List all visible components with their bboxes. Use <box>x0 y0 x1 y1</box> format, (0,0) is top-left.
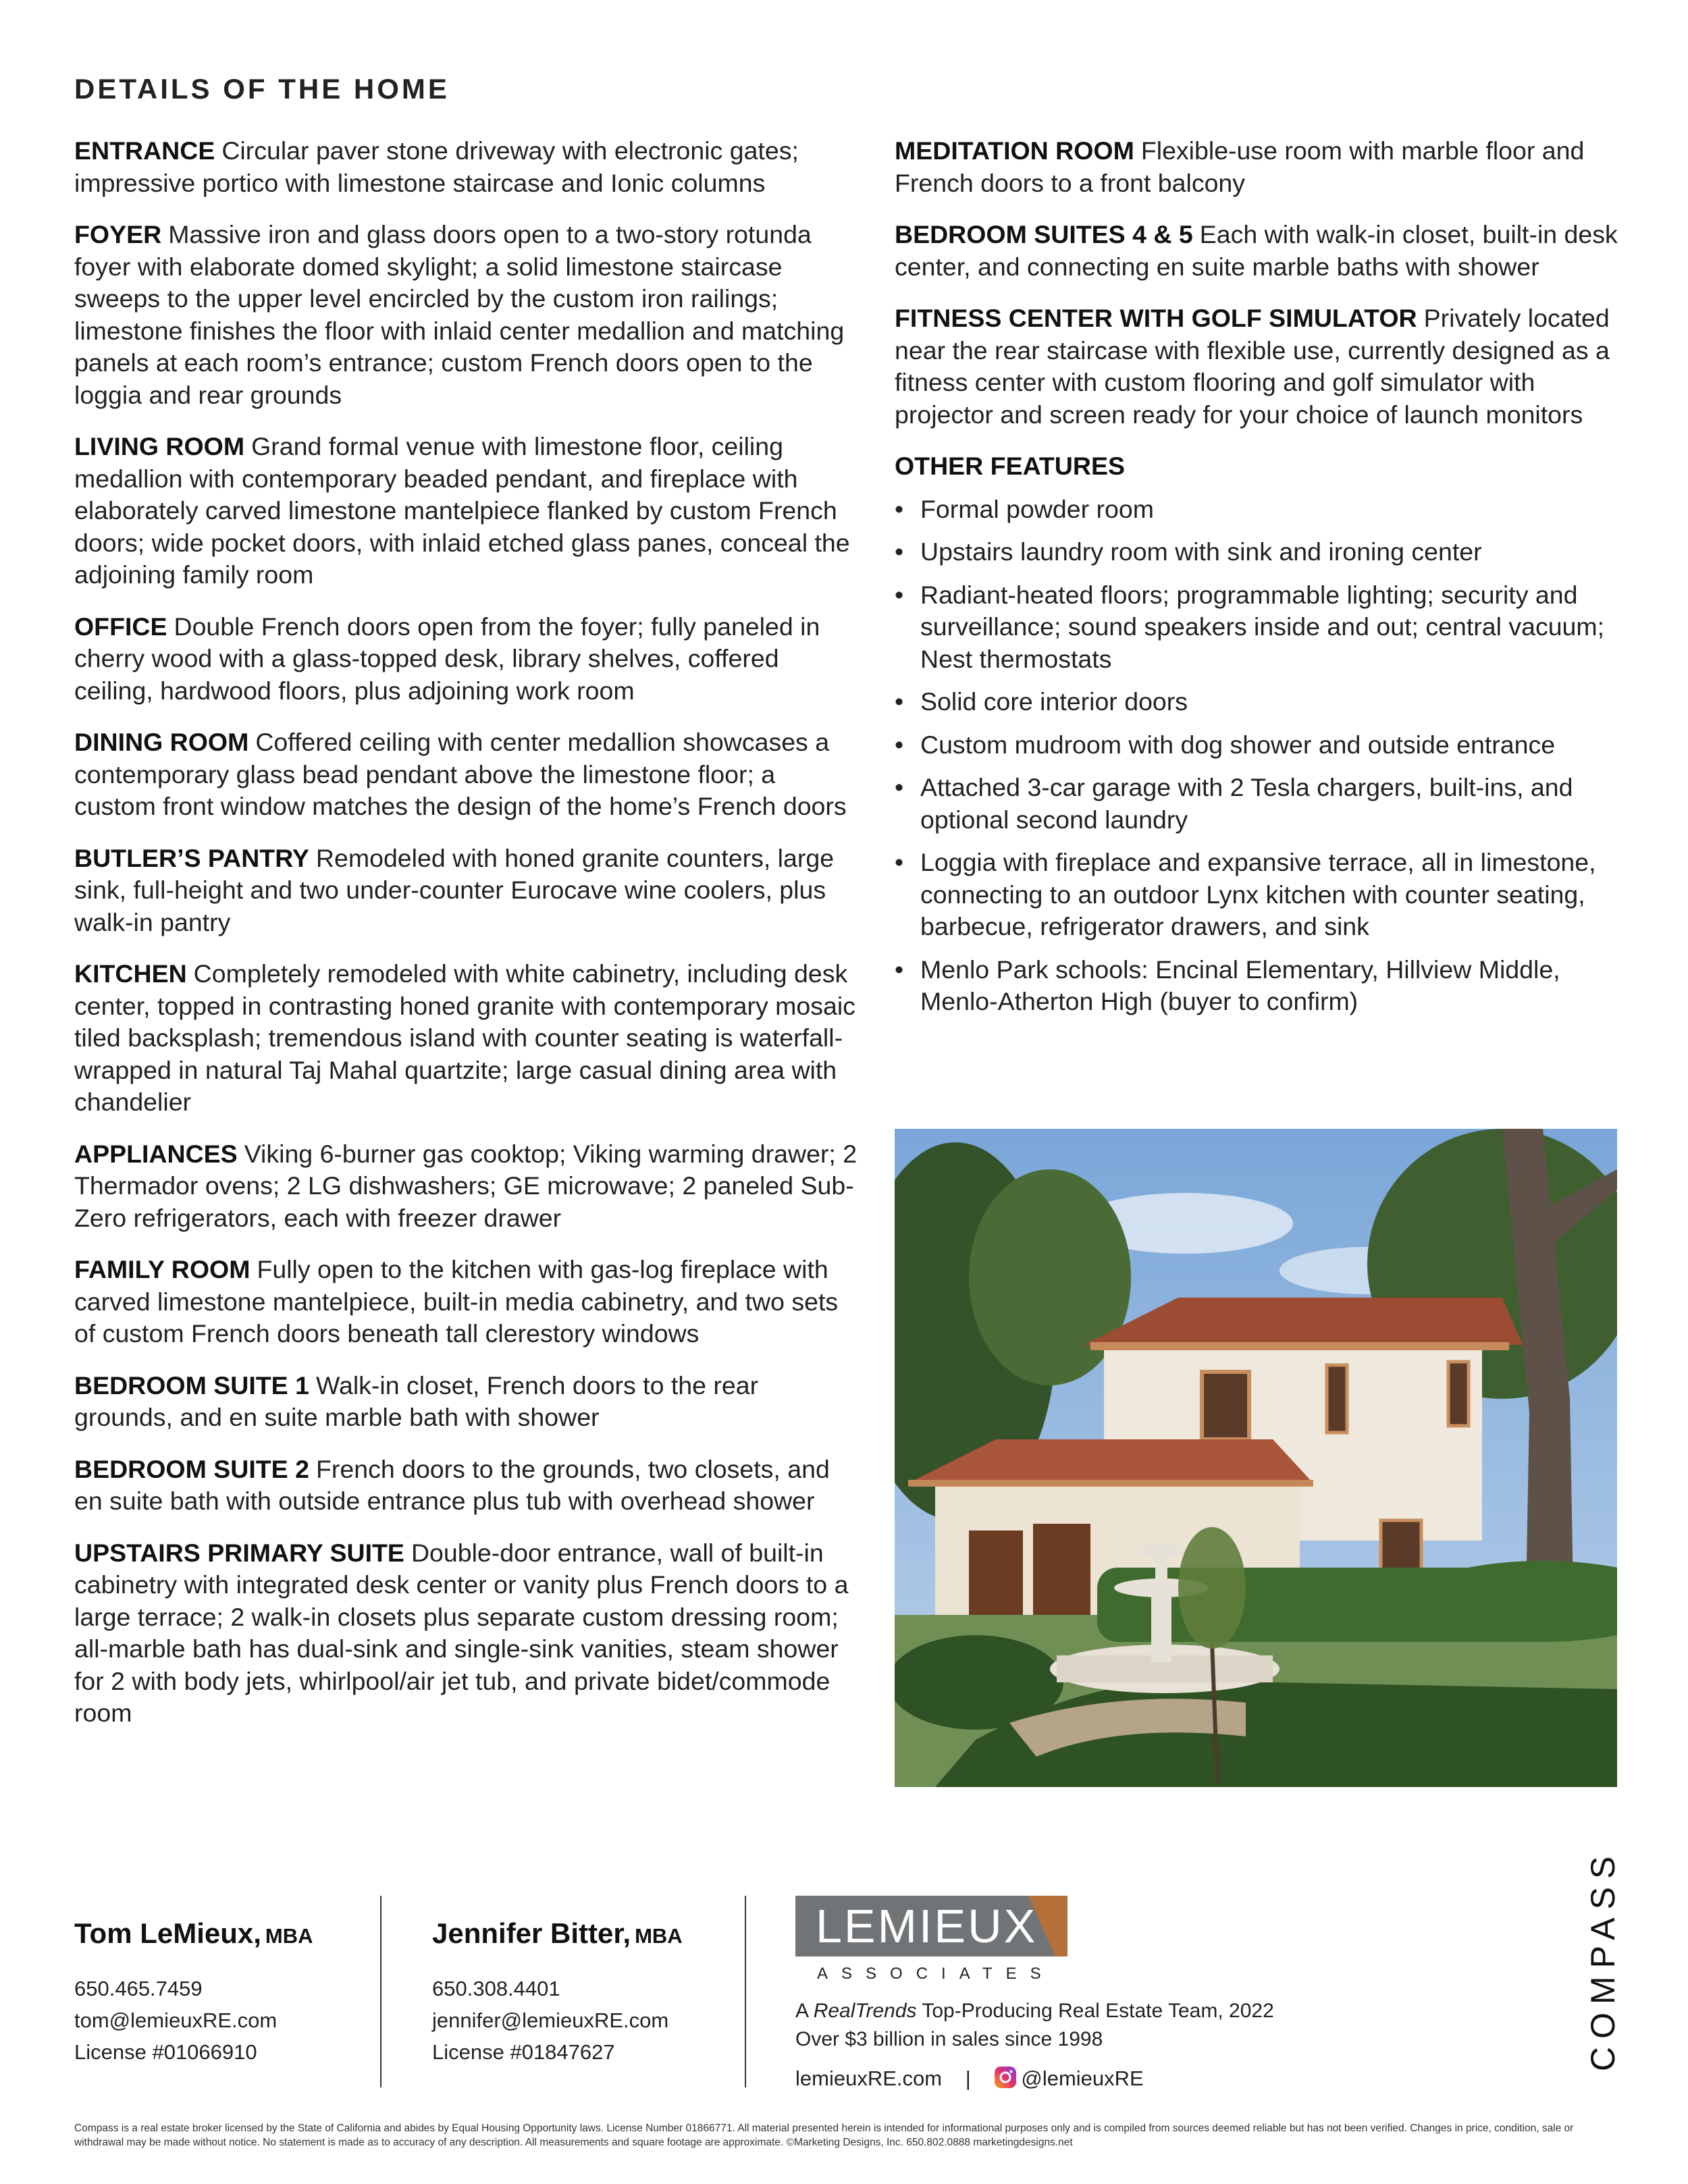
section-text: Fully open to the kitchen with gas-log fireplace with carved limestone mantelpiece, built-in media cabinetry, and two sets of custom French doors beneath tall clerestory windows <box>74 1255 839 1348</box>
section-text: Viking 6-burner gas cooktop; Viking warming drawer; 2 Thermador ovens; 2 LG dishwashers; GE microwave; 2 paneled Sub-Zero refrigerators, each with freezer drawer <box>74 1139 858 1232</box>
section-text: Flexible-use room with marble floor and French doors to a front balcony <box>895 136 1585 197</box>
section-text: Double-door entrance, wall of built-in cabinetry with integrated desk center or vanity plus French doors to a large terrace; 2 walk-in closets plus separate custom dressing room; all-marble bath has dual-sink and single-sink vanities, steam shower for 2 with body jets, whirlpool/air jet tub, and private bidet/commode room <box>74 1538 849 1727</box>
bullet-icon: • <box>895 773 904 801</box>
feature-item <box>895 772 1624 836</box>
bullet-icon: • <box>895 580 904 609</box>
section-label: BEDROOM SUITE 1 <box>74 1370 309 1400</box>
detail-section <box>74 958 858 1119</box>
agent-tom <box>74 1917 313 2068</box>
section-text: French doors to the grounds, two closets, and en suite bath with outside entrance plus tub with overhead shower <box>74 1454 830 1515</box>
feature-item <box>895 494 1624 526</box>
section-label: BUTLER’S PANTRY <box>74 843 309 872</box>
section-text: Double French doors open from the foyer; fully paneled in cherry wood with a glass-topped desk, library shelves, coffered ceiling, hardwood floors, plus adjoining work room <box>74 612 820 705</box>
feature-item <box>895 579 1624 676</box>
section-text: Remodeled with honed granite counters, large sink, full-height and two under-counter Eurocave wine coolers, plus walk-in pantry <box>74 843 835 936</box>
bullet-icon: • <box>895 955 904 984</box>
bullet-icon: • <box>895 494 904 523</box>
section-text: Circular paver stone driveway with electronic gates; impressive portico with limestone staircase and Ionic columns <box>74 136 799 197</box>
section-label: FOYER <box>74 220 162 248</box>
section-label: DINING ROOM <box>74 728 249 756</box>
section-label: ENTRANCE <box>74 136 215 165</box>
other-features-list <box>895 494 1624 1018</box>
detail-section <box>74 726 858 823</box>
section-label: KITCHEN <box>74 959 187 988</box>
section-label: APPLIANCES <box>74 1139 238 1168</box>
feature-text: Upstairs laundry room with sink and ironing center <box>920 537 1482 566</box>
detail-section <box>74 1370 858 1434</box>
agent-phone[interactable]: 650.308.4401 <box>432 1977 560 2000</box>
other-features-title: OTHER FEATURES <box>895 452 1125 480</box>
agent-email[interactable]: jennifer@lemieuxRE.com <box>432 2008 669 2032</box>
left-column <box>74 135 858 1749</box>
divider <box>745 1896 746 2087</box>
feature-item <box>895 847 1624 943</box>
page-title: DETAILS OF THE HOME <box>74 73 450 105</box>
agent-phone[interactable]: 650.465.7459 <box>74 1977 203 2000</box>
bullet-icon: • <box>895 848 904 876</box>
bullet-icon: • <box>895 687 904 716</box>
detail-section <box>74 135 858 199</box>
instagram-icon[interactable] <box>994 2066 1017 2094</box>
legal-disclaimer: Compass is a real estate broker licensed by the State of California and abides by Equal Housing Opportunity laws. License Number 01866771. All material presented herein is intended for informational purposes only and is compiled from sources deemed reliable but has not been verified. Changes in price, condition, sale or withdrawal may be made without notice. No statement is made as to accuracy of any description. All measurements and square footage are approximate. ©Marketing Designs, Inc. 650.802.0888 marketingdesigns.net <box>74 2123 1574 2148</box>
section-label: FITNESS CENTER WITH GOLF SIMULATOR <box>895 304 1417 332</box>
detail-section <box>74 219 858 411</box>
section-label: BEDROOM SUITES 4 & 5 <box>895 220 1193 248</box>
team-sales: Over $3 billion in sales since 1998 <box>795 2028 1103 2050</box>
detail-section <box>74 1138 858 1235</box>
right-sections <box>895 135 1624 431</box>
section-text: Each with walk-in closet, built-in desk center, and connecting en suite marble baths with shower <box>895 220 1618 281</box>
detail-section <box>74 431 858 591</box>
compass-logo: COMPASS <box>1584 1848 1622 2071</box>
feature-text: Attached 3-car garage with 2 Tesla chargers, built-ins, and optional second laundry <box>920 773 1573 834</box>
agent-license: License #01066910 <box>74 2040 257 2064</box>
detail-section <box>74 1454 858 1518</box>
instagram-handle[interactable]: @lemieuxRE <box>1021 2067 1144 2091</box>
section-text: Privately located near the rear staircase with flexible use, currently designed as a fitness center with custom flooring and golf simulator with projector and screen ready for your choice of launch monitors <box>895 304 1610 429</box>
detail-section <box>895 219 1624 283</box>
section-text: Completely remodeled with white cabinetry, including desk center, topped in contrasting honed granite with contemporary mosaic tiled backsplash; tremendous island with counter seating is waterfall-wrapped in natural Taj Mahal quartzite; large casual dining area with chandelier <box>74 959 855 1116</box>
bullet-icon: • <box>895 537 904 566</box>
separator: | <box>965 2067 971 2091</box>
agent-name: Jennifer Bitter, MBA <box>432 1917 683 1949</box>
logo-subtitle: ASSOCIATES <box>817 1965 1055 1983</box>
agent-jennifer <box>432 1917 683 2068</box>
contact-links <box>795 2066 1144 2094</box>
left-sections <box>74 135 858 1730</box>
divider <box>380 1896 381 2087</box>
detail-section <box>895 135 1624 199</box>
agent-license: License #01847627 <box>432 2040 615 2064</box>
team-award: A RealTrends Top-Producing Real Estate Team, 2022 <box>795 2000 1274 2022</box>
house-photo <box>895 1129 1617 1787</box>
section-label: UPSTAIRS PRIMARY SUITE <box>74 1538 404 1567</box>
section-label: MEDITATION ROOM <box>895 136 1134 165</box>
section-label: BEDROOM SUITE 2 <box>74 1454 309 1483</box>
section-label: OFFICE <box>74 612 167 641</box>
section-label: FAMILY ROOM <box>74 1255 250 1283</box>
section-text: Grand formal venue with limestone floor, ceiling medallion with contemporary beaded pendant, and fireplace with elaborately carved limestone mantelpiece flanked by custom French doors; wide pocket doors, with inlaid etched glass panes, conceal the adjoining family room <box>74 432 850 589</box>
feature-text: Radiant-heated floors; programmable lighting; security and surveillance; sound speakers inside and out; central vacuum; Nest thermostats <box>920 580 1605 673</box>
section-text: Walk-in closet, French doors to the rear grounds, and en suite marble bath with shower <box>74 1370 759 1431</box>
section-text: Massive iron and glass doors open to a two-story rotunda foyer with elaborate domed skylight; a solid limestone staircase sweeps to the upper level encircled by the custom iron railings; limestone finishes the floor with inlaid center medallion and matching panels at each room’s entrance; custom French doors open to the loggia and rear grounds <box>74 220 845 409</box>
feature-item <box>895 954 1624 1018</box>
agent-email[interactable]: tom@lemieuxRE.com <box>74 2008 278 2032</box>
detail-section <box>74 611 858 708</box>
section-label: LIVING ROOM <box>74 432 245 460</box>
section-text: Coffered ceiling with center medallion showcases a contemporary glass bead pendant above the limestone floor; a custom front window matches the design of the home’s French doors <box>74 728 847 820</box>
feature-item <box>895 536 1624 568</box>
website-link[interactable]: lemieuxRE.com <box>795 2067 943 2091</box>
logo-text: LEMIEUX <box>816 1900 1038 1952</box>
lemieux-logo <box>795 1896 1067 1956</box>
detail-section <box>74 1537 858 1730</box>
feature-item <box>895 686 1624 718</box>
detail-section <box>74 843 858 939</box>
feature-text: Menlo Park schools: Encinal Elementary, Hillview Middle, Menlo-Atherton High (buyer to confirm) <box>920 955 1560 1015</box>
feature-item <box>895 729 1624 762</box>
feature-text: Custom mudroom with dog shower and outside entrance <box>920 730 1556 759</box>
agent-name: Tom LeMieux, MBA <box>74 1917 313 1949</box>
feature-text: Solid core interior doors <box>920 687 1188 716</box>
detail-section <box>895 302 1624 431</box>
feature-text: Loggia with fireplace and expansive terrace, all in limestone, connecting to an outdoor Lynx kitchen with counter seating, barbecue, refrigerator drawers, and sink <box>920 848 1596 940</box>
right-column <box>895 135 1624 1029</box>
detail-section <box>74 1254 858 1350</box>
bullet-icon: • <box>895 730 904 759</box>
feature-text: Formal powder room <box>920 494 1154 523</box>
